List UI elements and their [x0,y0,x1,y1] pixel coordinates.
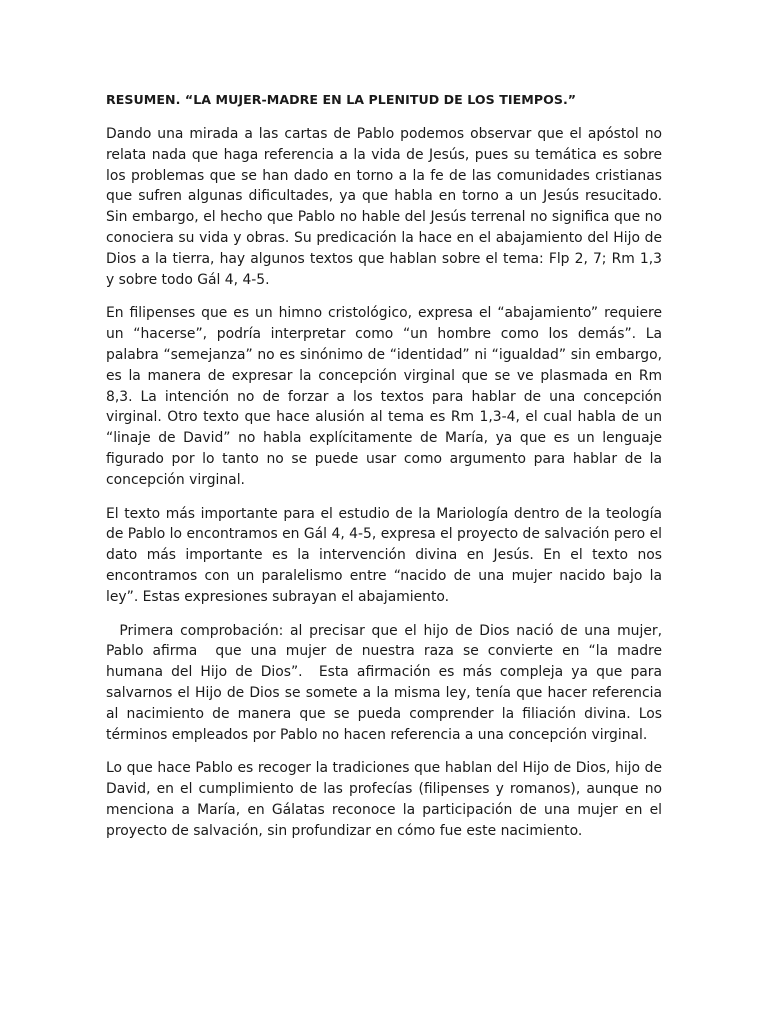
paragraph-1: Dando una mirada a las cartas de Pablo podemos observar que el apóstol no relata nada que haga referencia a la vida de Jesús, pues su temática es sobre los problemas que se han dado en torno a la fe de las comunidades cristianas que sufren algunas dificultades, ya que habla en torno a un Jesús resucitado. Sin embargo, el hecho que Pablo no hable del Jesús terrenal no significa que no conociera su vida y obras. Su predicación la hace en el abajamiento del Hijo de Dios a la tierra, hay algunos textos que hablan sobre el tema: Flp 2, 7; Rm 1,3 y sobre todo Gál 4, 4-5. [106,126,662,288]
paragraph-2: En filipenses que es un himno cristológico, expresa el “abajamiento” requiere un “hacerse”, podría interpretar como “un hombre como los demás”. La palabra “semejanza” no es sinónimo de “identidad” ni “igualdad” sin embargo, es la manera de expresar la concepción virginal que se ve plasmada en Rm 8,3. La intención no de forzar a los textos para hablar de una concepción virginal. Otro texto que hace alusión al tema es Rm 1,3-4, el cual habla de un “linaje de David” no habla explícitamente de María, ya que es un lenguaje figurado por lo tanto no se puede usar como argumento para hablar de la concepción virginal. [106,305,662,488]
paragraph-3: El texto más importante para el estudio de la Mariología dentro de la teología de Pablo lo encontramos en Gál 4, 4-5, expresa el proyecto de salvación pero el dato más importante es la intervención divina en Jesús. En el texto nos encontramos con un paralelismo entre “nacido de una mujer nacido bajo la ley”. Estas expresiones subrayan el abajamiento. [106,505,662,605]
document-title: RESUMEN. “LA MUJER-MADRE EN LA PLENITUD DE LOS TIEMPOS.” [106,92,577,107]
paragraph-5: Lo que hace Pablo es recoger la tradiciones que hablan del Hijo de Dios, hijo de David, en el cumplimiento de las profecías (filipenses y romanos), aunque no menciona a María, en Gálatas reconoce la participación de una mujer en el proyecto de salvación, sin profundizar en cómo fue este nacimiento. [106,760,662,839]
document-page [106,90,667,854]
paragraph-4: Primera comprobación: al precisar que el hijo de Dios nació de una mujer, Pablo afirma que una mujer de nuestra raza se convierte en “la madre humana del Hijo de Dios”. Esta afirmación es más compleja ya que para salvarnos el Hijo de Dios se somete a la misma ley, tenía que hacer referencia al nacimiento de manera que se pueda comprender la filiación divina. Los términos empleados por Pablo no hacen referencia a una concepción virginal. [106,622,667,743]
